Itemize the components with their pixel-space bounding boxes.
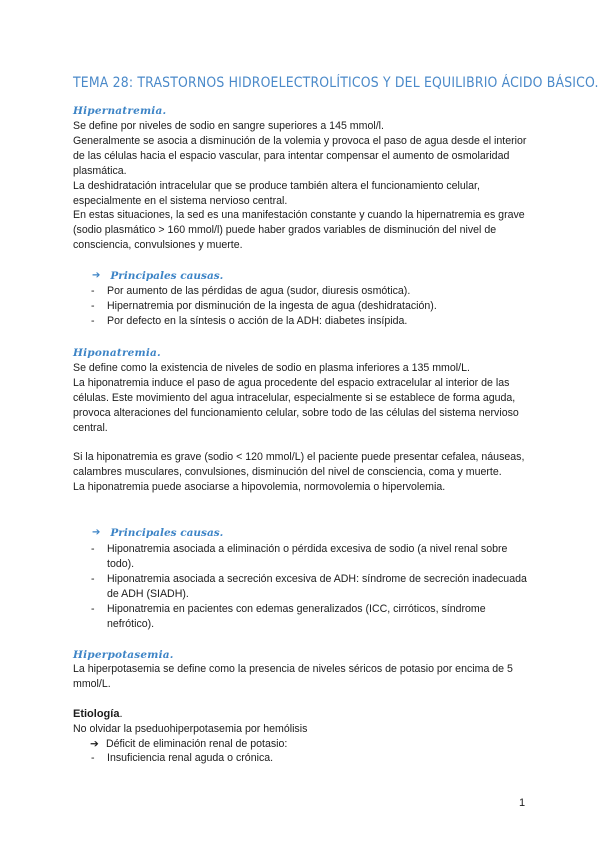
paragraph: La hiperpotasemia se define como la presencia de niveles séricos de potasio por encima de 5 mmol/L. [73, 663, 513, 690]
etiologia-label: Etiología [73, 708, 120, 720]
list-item [73, 314, 528, 329]
list-item [73, 602, 528, 632]
list-item [73, 299, 528, 314]
paragraph: Si la hiponatremia es grave (sodio < 120 mmol/L) el paciente puede presentar cefalea, náuseas, calambres musculares, convulsiones, disminución del nivel de consciencia, coma y muerte. [73, 451, 525, 479]
dash-bullet: - [91, 314, 95, 327]
page-number: 1 [519, 797, 526, 809]
section-heading-hipernatremia: Hipernatremia. [73, 105, 167, 117]
section-heading-hiperpotasemia: Hiperpotasemia. [73, 649, 174, 661]
list-item-text: Hiponatremia en pacientes con edemas generalizados (ICC, cirróticos, síndrome nefrótico). [107, 602, 486, 630]
causes-list-hipernatremia [73, 284, 528, 329]
dash-bullet: - [91, 285, 95, 297]
subheading-causes-hipernatremia [92, 269, 223, 283]
list-item [73, 542, 528, 572]
paragraph: No olvidar la pseduohiperpotasemia por hemólisis [73, 723, 308, 735]
list-item-text: Por defecto en la síntesis o acción de la ADH: diabetes insípida. [107, 314, 408, 327]
subheading-label: Principales causas. [110, 270, 224, 282]
page-title: TEMA 28: TRASTORNOS HIDROELECTROLÍTICOS Y DEL EQUILIBRIO ÁCIDO BÁSICO. [73, 75, 599, 91]
dash-bullet: - [91, 602, 95, 615]
dash-bullet: - [91, 572, 95, 585]
paragraph: La hiponatremia puede asociarse a hipovolemia, normovolemia o hipervolemia. [73, 481, 446, 494]
hipernatremia-body [73, 119, 528, 253]
dash-bullet: - [91, 752, 95, 764]
arrow-right-icon: ➔ [90, 738, 99, 750]
list-item-text: Hiponatremia asociada a eliminación o pérdida excesiva de sodio (a nivel renal sobre todo). [107, 543, 508, 570]
arrow-right-icon: ➔ [92, 270, 101, 281]
paragraph: La deshidratación intracelular que se produce también altera el funcionamiento celular, especialmente en el sistema nervioso central. [73, 179, 480, 207]
list-item-text: Por aumento de las pérdidas de agua (sudor, diuresis osmótica). [107, 285, 411, 297]
subheading-label: Principales causas. [110, 527, 224, 539]
paragraph: Generalmente se asocia a disminución de la volemia y provoca el paso de agua desde el interior de las células hacia el espacio vascular, para intentar compensar el aumento de osmolaridad plasmática. [73, 134, 527, 177]
section-heading-hiponatremia: Hiponatremia. [73, 347, 161, 359]
dash-bullet: - [91, 543, 95, 555]
etiologia-dot: . [119, 708, 123, 720]
hiponatremia-body [73, 361, 528, 495]
arrow-item-text: Déficit de eliminación renal de potasio: [106, 738, 288, 750]
list-item-text: Hiponatremia asociada a secreción excesiva de ADH: síndrome de secreción inadecuada de ADH (SIADH). [107, 572, 527, 600]
etiologia-arrow-item [90, 737, 287, 752]
list-item-text: Insuficiencia renal aguda o crónica. [107, 752, 274, 764]
list-item [73, 751, 528, 766]
etiologia-heading [73, 708, 123, 720]
list-item-text: Hipernatremia por disminución de la ingesta de agua (deshidratación). [107, 299, 437, 312]
causes-list-hiponatremia [73, 542, 528, 631]
etiologia-dash-list [73, 751, 528, 766]
list-item [73, 284, 528, 299]
paragraph: La hiponatremia induce el paso de agua procedente del espacio extracelular al interior de las células. Este movimiento del agua intracelular, especialmente si se establece de forma aguda, provoca alteraciones del funcionamiento celular, sobre todo de las células del sistema nervioso central. [73, 376, 519, 434]
paragraph: Se define como la existencia de niveles de sodio en plasma inferiores a 135 mmol/L. [73, 362, 470, 374]
paragraph: En estas situaciones, la sed es una manifestación constante y cuando la hipernatremia es grave (sodio plasmático > 160 mmol/l) puede haber grados variables de disminución del nivel de consciencia, convulsiones y muerte. [73, 209, 525, 252]
hiperpotasemia-body [73, 662, 528, 692]
etiologia-note [73, 722, 528, 737]
arrow-right-icon: ➔ [92, 527, 101, 538]
subheading-causes-hiponatremia [92, 526, 223, 540]
list-item [73, 572, 528, 602]
paragraph: Se define por niveles de sodio en sangre superiores a 145 mmol/l. [73, 120, 384, 132]
dash-bullet: - [91, 299, 95, 312]
